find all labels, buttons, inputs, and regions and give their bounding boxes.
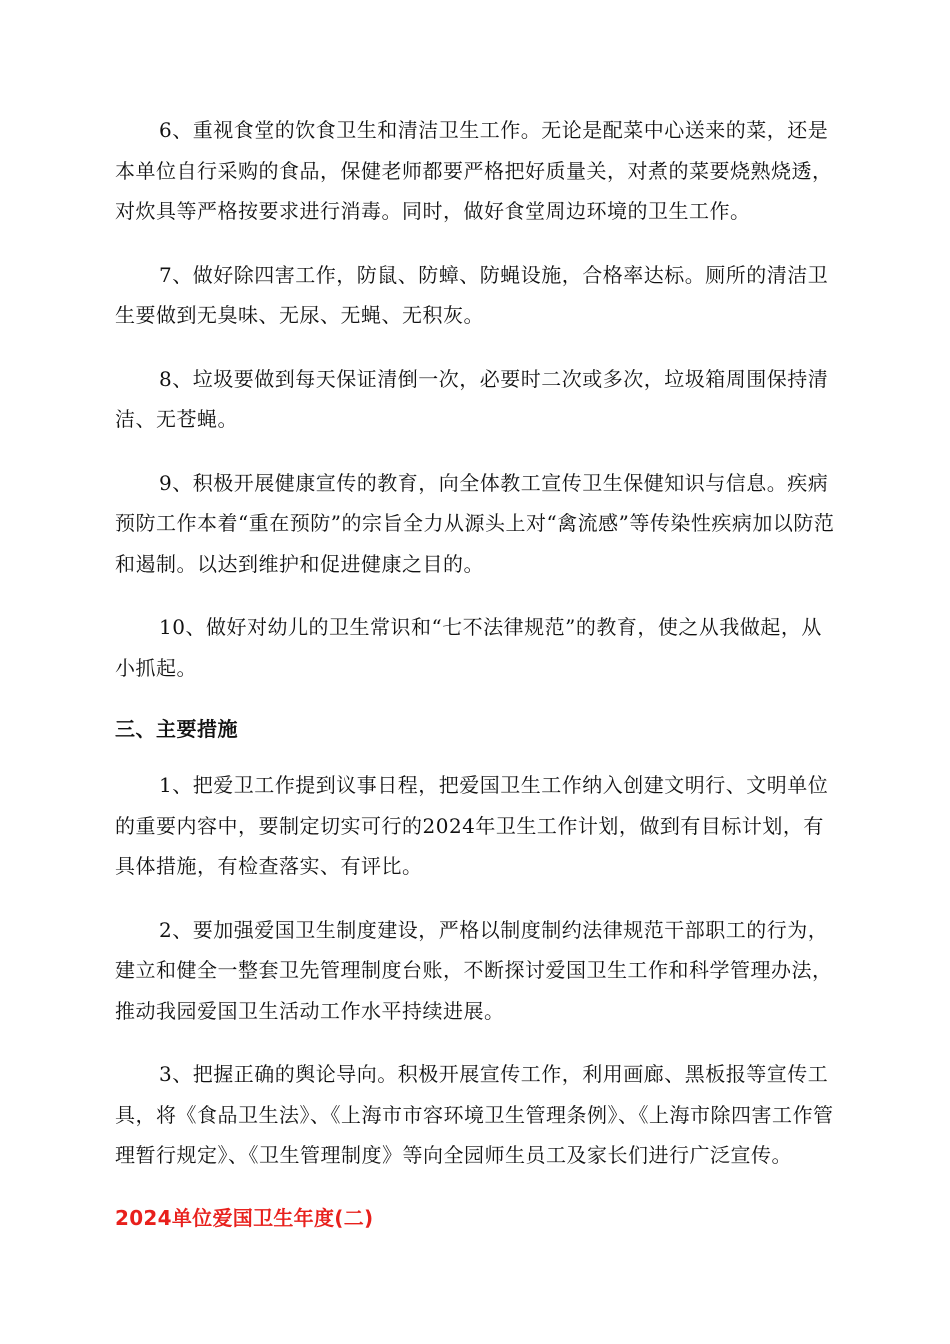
document-page	[115, 110, 840, 1238]
measure-item-2: 2、要加强爱国卫生制度建设，严格以制度制约法律规范干部职工的行为，建立和健全一整套卫先管理制度台账，不断探讨爱国卫生工作和科学管理办法，推动我园爱国卫生活动工作水平持续进展。	[115, 917, 833, 1023]
paragraph-item-7: 7、做好除四害工作，防鼠、防蟑、防蝇设施，合格率达标。厕所的清洁卫生要做到无臭味、无尿、无蝇、无积灰。	[115, 262, 829, 327]
paragraph-item-10: 10、做好对幼儿的卫生常识和“七不法律规范”的教育，使之从我做起，从小抓起。	[115, 615, 822, 680]
measure-item-1: 1、把爱卫工作提到议事日程，把爱国卫生工作纳入创建文明行、文明单位的重要内容中，要制定切实可行的2024年卫生工作计划，做到有目标计划，有具体措施，有检查落实、有评比。	[115, 773, 829, 878]
paragraph-item-9: 9、积极开展健康宣传的教育，向全体教工宣传卫生保健知识与信息。疾病预防工作本着“重在预防”的宗旨全力从源头上对“禽流感”等传染性疾病加以防范和遏制。以达到维护和促进健康之目的。	[115, 470, 835, 576]
section-heading-main-measures: 三、主要措施	[115, 717, 238, 741]
measure-item-3: 3、把握正确的舆论导向。积极开展宣传工作，利用画廊、黑板报等宣传工具，将《食品卫生法》、《上海市市容环境卫生管理条例》、《上海市除四害工作管理暂行规定》、《卫生管理制度》等向全园师生员工及家长们进行广泛宣传。	[115, 1062, 834, 1167]
next-document-title: 2024单位爱国卫生年度(二)	[115, 1205, 374, 1230]
paragraph-item-8: 8、垃圾要做到每天保证清倒一次，必要时二次或多次，垃圾箱周围保持清洁、无苍蝇。	[115, 366, 829, 431]
paragraph-item-6: 6、重视食堂的饮食卫生和清洁卫生工作。无论是配菜中心送来的菜，还是本单位自行采购的食品，保健老师都要严格把好质量关，对煮的菜要烧熟烧透，对炊具等严格按要求进行消毒。同时，做好食堂周边环境的卫生工作。	[115, 118, 833, 223]
